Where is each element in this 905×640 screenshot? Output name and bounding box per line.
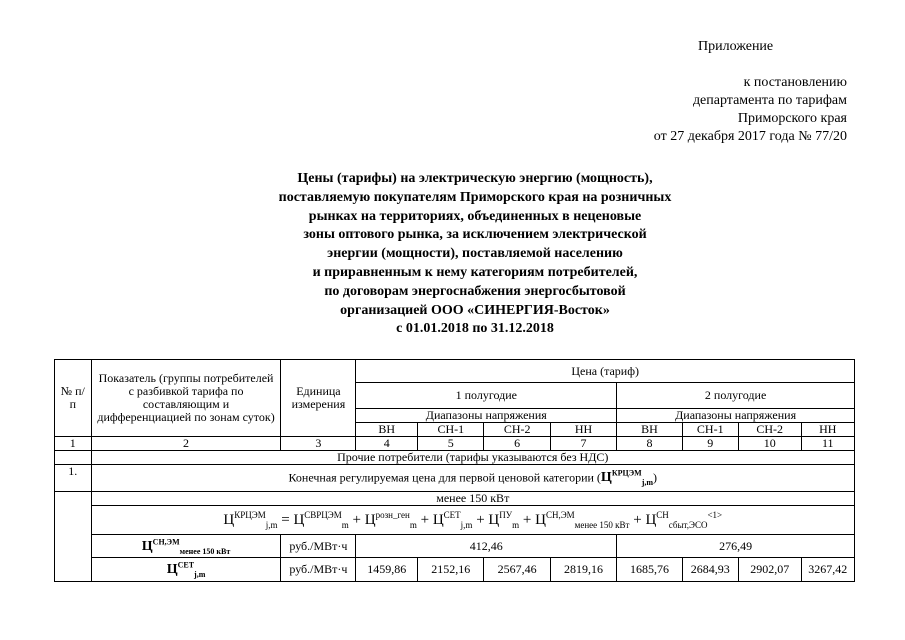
title-line: энергии (мощности), поставляемой населению [327, 246, 623, 262]
column-number: 5 [418, 437, 484, 451]
column-number: 3 [281, 437, 356, 451]
column-number: 10 [738, 437, 801, 451]
title-line: Цены (тарифы) на электрическую энергию (мощность), [297, 171, 653, 186]
voltage-cell: СН-1 [682, 423, 738, 437]
header-indicator: Показатель (группы потребителей с разбивкой тарифа по составляющим и дифференциацией по зонам суток) [91, 360, 281, 437]
value-cell: 2684,93 [682, 558, 738, 581]
value-cell: 1459,86 [356, 558, 418, 581]
voltage-cell: НН [801, 423, 854, 437]
decree-line: департамента по тарифам [692, 93, 847, 108]
price-symbol: $Ц^{КРЦЭМ}_{j,m}$ [600, 468, 654, 488]
column-number: 7 [550, 437, 616, 451]
decree-line: к постановлению [743, 75, 847, 90]
tariff-table [54, 359, 855, 582]
decree-reference [654, 74, 847, 146]
voltage-cell: СН-2 [484, 423, 550, 437]
header-half1: 1 полугодие [356, 383, 617, 409]
column-number: 9 [682, 437, 738, 451]
unit-cell: руб./МВт·ч [281, 535, 356, 558]
column-number: 2 [91, 437, 281, 451]
section-title: Прочие потребители (тарифы указываются без НДС) [91, 451, 854, 465]
decree-line: от 27 декабря 2017 года № 77/20 [653, 129, 847, 144]
column-number: 6 [484, 437, 550, 451]
header-ranges2: Диапазоны напряжения [617, 409, 855, 423]
document-title [232, 170, 718, 339]
value-cell: 3267,42 [801, 558, 854, 581]
row-label: Конечная регулируемая цена для первой ценовой категории [288, 470, 594, 485]
title-line: зоны оптового рынка, за исключением электрической [303, 227, 647, 243]
header-unit: Единица измерения [281, 360, 356, 437]
voltage-cell: ВН [617, 423, 682, 437]
footnote-marker: <1> [707, 509, 723, 520]
voltage-cell: СН-1 [418, 423, 484, 437]
price-formula [91, 506, 854, 535]
appendix-label: Приложение [698, 39, 774, 54]
component-sales-markup: $Ц^{СН,ЭМ}_{менее 150 кВт}$ [91, 535, 281, 558]
unit-cell: руб./МВт·ч [281, 558, 356, 581]
header-price: Цена (тариф) [356, 360, 855, 383]
value-half1: 412,46 [356, 535, 617, 558]
title-line: поставляемую покупателям Приморского края на розничных [278, 189, 672, 205]
component-network: $Ц^{СЕТ}_{j,m}$ [91, 558, 281, 581]
value-cell: 2567,46 [484, 558, 550, 581]
value-half2: 276,49 [617, 535, 855, 558]
title-line: по договорам энергоснабжения энергосбытовой [324, 283, 626, 299]
column-number: 4 [356, 437, 418, 451]
value-cell: 2902,07 [738, 558, 801, 581]
header-ranges1: Диапазоны напряжения [356, 409, 617, 423]
title-line: с 01.01.2018 по 31.12.2018 [396, 321, 554, 337]
voltage-cell: СН-2 [738, 423, 801, 437]
column-number: 1 [55, 437, 92, 451]
column-number: 8 [617, 437, 682, 451]
row-number: 1. [55, 465, 92, 492]
value-cell: 2819,16 [550, 558, 616, 581]
row-first-price-category: Конечная регулируемая цена для первой ценовой категории $(Ц^{КРЦЭМ}_{j,m})$ [91, 465, 854, 492]
voltage-cell: НН [550, 423, 616, 437]
decree-line: Приморского края [737, 111, 847, 126]
formula-expression: $Ц^{КРЦЭМ}_{j,m} = Ц^{СВРЦЭМ}_m + Ц^{розн\_ген}_m + Ц^{СЕТ}_{j,m} + Ц^{ПУ}_m + Ц^{СН,ЭМ}_{менее 150 кВт} + Ц^{СН}_{сбыт,ЭСО}^{<1>}$ [223, 509, 723, 530]
column-number: 11 [801, 437, 854, 451]
voltage-cell: ВН [356, 423, 418, 437]
value-cell: 2152,16 [418, 558, 484, 581]
title-line: и приравненным к нему категориям потребителей, [312, 264, 638, 280]
title-line: рынках на территориях, объединенных в неценовые [308, 208, 642, 224]
value-cell: 1685,76 [617, 558, 682, 581]
header-number: № п/п [55, 360, 92, 437]
title-line: организацией ООО «СИНЕРГИЯ-Восток» [340, 302, 610, 318]
header-half2: 2 полугодие [617, 383, 855, 409]
subgroup-title: менее 150 кВт [91, 492, 854, 506]
